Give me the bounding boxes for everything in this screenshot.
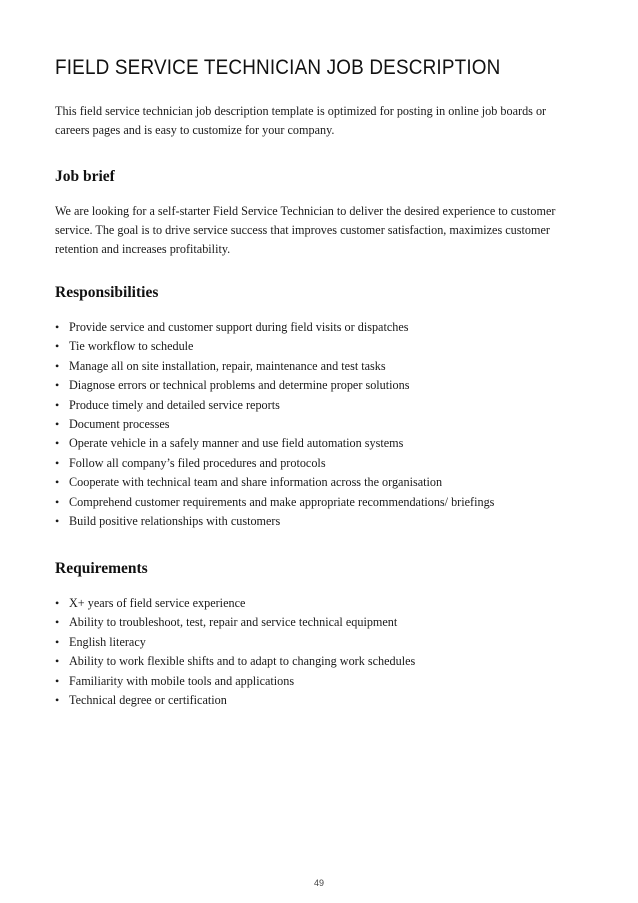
- bullet-icon: •: [55, 494, 60, 509]
- list-item: [55, 493, 595, 512]
- list-item: [55, 318, 595, 337]
- list-item-text: Technical degree or certification: [69, 692, 227, 707]
- list-item-text: Cooperate with technical team and share information across the organisation: [69, 475, 443, 490]
- bullet-icon: •: [55, 436, 60, 451]
- bullet-icon: •: [55, 654, 60, 669]
- list-item: [55, 357, 595, 376]
- list-item-text: Tie workflow to schedule: [69, 339, 194, 354]
- page-number: 49: [313, 878, 324, 888]
- list-item: [55, 691, 595, 710]
- list-item: [55, 376, 595, 395]
- list-item-text: Ability to work flexible shifts and to adapt to changing work schedules: [69, 654, 416, 669]
- list-item-text: Ability to troubleshoot, test, repair and service technical equipment: [69, 615, 398, 630]
- bullet-icon: •: [55, 634, 60, 649]
- list-item: [55, 672, 595, 691]
- list-item-text: Build positive relationships with customers: [69, 513, 281, 528]
- page-title: FIELD SERVICE TECHNICIAN JOB DESCRIPTION: [55, 56, 501, 79]
- list-item: [55, 512, 595, 531]
- list-item: [55, 594, 595, 613]
- intro-paragraph: This field service technician job description template is optimized for posting in online job boards or careers pages and is easy to customize for your company.: [55, 104, 547, 137]
- bullet-icon: •: [55, 615, 60, 630]
- list-item: [55, 454, 595, 473]
- list-item: [55, 473, 595, 492]
- list-item: [55, 396, 595, 415]
- list-item: [55, 434, 595, 453]
- list-item-text: Manage all on site installation, repair, maintenance and test tasks: [69, 358, 386, 373]
- list-item: [55, 415, 595, 434]
- bullet-icon: •: [55, 378, 60, 393]
- bullet-icon: •: [55, 513, 60, 528]
- list-item-text: Follow all company’s filed procedures and protocols: [69, 455, 326, 470]
- bullet-icon: •: [55, 397, 60, 412]
- list-item-text: Document processes: [69, 416, 170, 431]
- bullet-icon: •: [55, 692, 60, 707]
- list-item-text: Operate vehicle in a safely manner and use field automation systems: [69, 436, 404, 451]
- job-brief-heading: Job brief: [55, 168, 115, 185]
- requirements-list: [55, 594, 595, 710]
- list-item-text: English literacy: [69, 634, 146, 649]
- list-item-text: Familiarity with mobile tools and applications: [69, 673, 295, 688]
- bullet-icon: •: [55, 455, 60, 470]
- list-item-text: X+ years of field service experience: [69, 596, 246, 610]
- responsibilities-heading: Responsibilities: [55, 284, 159, 301]
- list-item-text: Produce timely and detailed service reports: [69, 397, 280, 412]
- requirements-heading: Requirements: [55, 560, 148, 577]
- list-item: [55, 337, 595, 356]
- list-item-text: Diagnose errors or technical problems and determine proper solutions: [69, 378, 410, 393]
- list-item: [55, 633, 595, 652]
- bullet-icon: •: [55, 320, 60, 334]
- bullet-icon: •: [55, 673, 60, 688]
- bullet-icon: •: [55, 339, 60, 354]
- responsibilities-list: [55, 318, 595, 531]
- list-item-text: Comprehend customer requirements and make appropriate recommendations/ briefings: [69, 494, 495, 509]
- bullet-icon: •: [55, 596, 60, 610]
- job-brief-paragraph: We are looking for a self-starter Field Service Technician to deliver the desired experience to customer service. The goal is to drive service success that improves customer satisfaction, maximizes customer retention and increases profitability.: [55, 204, 556, 256]
- list-item: [55, 652, 595, 671]
- bullet-icon: •: [55, 358, 60, 373]
- bullet-icon: •: [55, 475, 60, 490]
- bullet-icon: •: [55, 416, 60, 431]
- list-item: [55, 613, 595, 632]
- list-item-text: Provide service and customer support during field visits or dispatches: [69, 320, 409, 334]
